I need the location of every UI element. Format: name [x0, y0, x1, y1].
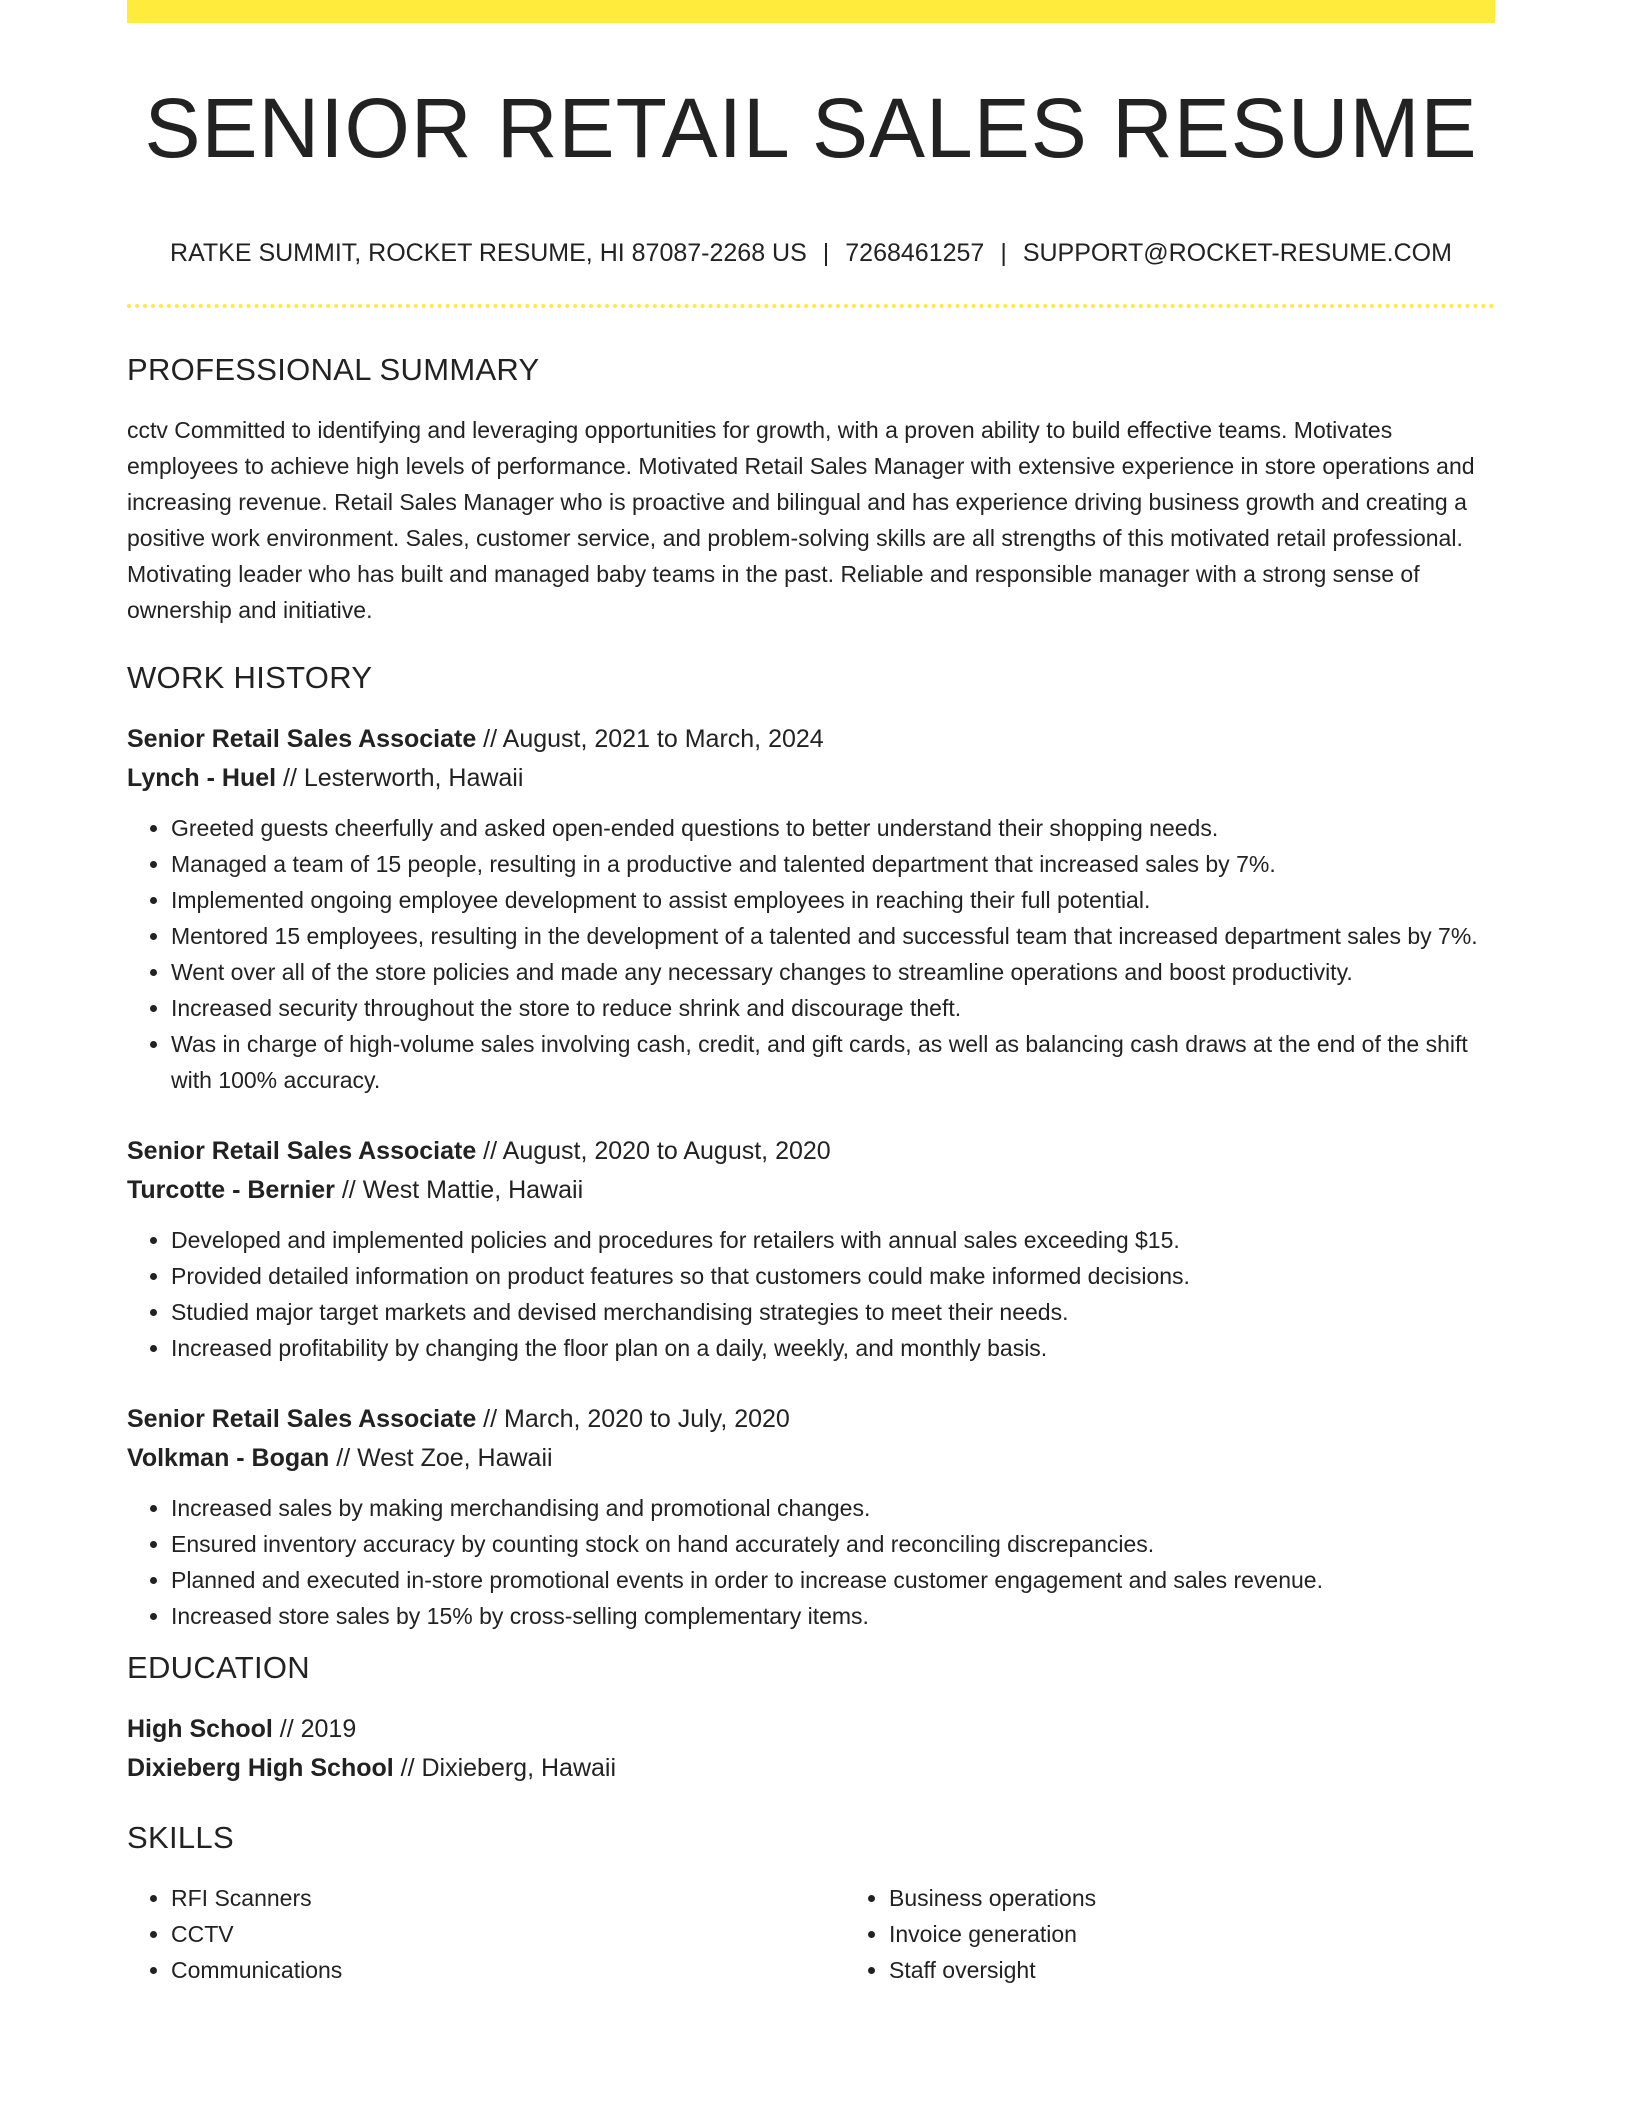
job-dates: // March, 2020 to July, 2020 [476, 1405, 790, 1433]
job-dates: // August, 2020 to August, 2020 [476, 1137, 831, 1165]
list-item: • Managed a team of 15 people, resulting in a productive and talented department that increased sales by 7%. [171, 846, 1495, 882]
section-heading: WORK HISTORY [127, 660, 373, 695]
job-title-line [127, 720, 1495, 759]
contact-separator: | [822, 239, 830, 267]
job-company-line [127, 1439, 1495, 1478]
job-title: Senior Retail Sales Associate [127, 1405, 477, 1433]
section-heading: EDUCATION [127, 1650, 310, 1685]
work-history-section [127, 658, 1495, 1634]
job-location: // West Zoe, Hawaii [329, 1444, 553, 1472]
section-heading: SKILLS [127, 1820, 234, 1855]
job-entry [127, 1400, 1495, 1634]
contact-phone: 7268461257 [845, 239, 985, 267]
list-item: • Went over all of the store policies and made any necessary changes to streamline operations and boost productivity. [171, 954, 1495, 990]
job-title-line [127, 1400, 1495, 1439]
list-item: • Greeted guests cheerfully and asked open-ended questions to better understand their shopping needs. [171, 810, 1495, 846]
list-item: • Increased sales by making merchandising and promotional changes. [171, 1490, 1495, 1526]
contact-address: RATKE SUMMIT, ROCKET RESUME, HI 87087-2268 US [170, 239, 807, 267]
list-item: • Business operations [889, 1880, 1563, 1916]
education-degree: High School [127, 1715, 273, 1743]
summary-section [127, 350, 1495, 628]
job-title: Senior Retail Sales Associate [127, 1137, 477, 1165]
job-title-line [127, 1132, 1495, 1171]
list-item: • Implemented ongoing employee development to assist employees in reaching their full potential. [171, 882, 1495, 918]
resume-title: SENIOR RETAIL SALES RESUME [144, 81, 1478, 175]
list-item: • Ensured inventory accuracy by counting stock on hand accurately and reconciling discrepancies. [171, 1526, 1495, 1562]
contact-line [127, 236, 1495, 270]
list-item: • Increased security throughout the store to reduce shrink and discourage theft. [171, 990, 1495, 1026]
list-item: • CCTV [171, 1916, 845, 1952]
list-item: • Was in charge of high-volume sales involving cash, credit, and gift cards, as well as balancing cash draws at the end of the shift with 100% accuracy. [171, 1026, 1495, 1098]
job-company: Volkman - Bogan [127, 1444, 330, 1472]
skills-list-left [127, 1880, 845, 1988]
skills-columns [127, 1880, 1495, 1988]
job-location: // Lesterworth, Hawaii [276, 764, 524, 792]
accent-bar [127, 0, 1495, 23]
list-item: • Staff oversight [889, 1952, 1563, 1988]
education-location: // Dixieberg, Hawaii [393, 1754, 617, 1782]
education-section [127, 1648, 1495, 1788]
dotted-divider [127, 304, 1495, 308]
section-heading: PROFESSIONAL SUMMARY [127, 352, 540, 387]
list-item: • Communications [171, 1952, 845, 1988]
job-company-line [127, 759, 1495, 798]
job-bullets [127, 810, 1495, 1098]
job-location: // West Mattie, Hawaii [334, 1176, 584, 1204]
job-title: Senior Retail Sales Associate [127, 725, 477, 753]
job-entry [127, 720, 1495, 1098]
contact-separator: | [1000, 239, 1007, 267]
list-item: • RFI Scanners [171, 1880, 845, 1916]
list-item: • Invoice generation [889, 1916, 1563, 1952]
job-entry [127, 1132, 1495, 1366]
list-item: • Mentored 15 employees, resulting in the development of a talented and successful team that increased department sales by 7%. [171, 918, 1495, 954]
summary-text: cctv Committed to identifying and leveraging opportunities for growth, with a proven ability to build effective teams. Motivates employees to achieve high levels of performance. Motivated Retail Sales Manager with extensive experience in store operations and increasing revenue. Retail Sales Manager who is proactive and bilingual and has experience driving business growth and creating a positive work environment. Sales, customer service, and problem-solving skills are all strengths of this motivated retail professional. Motivating leader who has built and managed baby teams in the past. Reliable and responsible manager with a strong sense of ownership and initiative. [127, 417, 1475, 623]
job-bullets [127, 1222, 1495, 1366]
job-bullets [127, 1490, 1495, 1634]
skills-list-right [845, 1880, 1563, 1988]
list-item: • Provided detailed information on product features so that customers could make informed decisions. [171, 1258, 1495, 1294]
contact-email: SUPPORT@ROCKET-RESUME.COM [1022, 239, 1452, 267]
job-company-line [127, 1171, 1495, 1210]
job-company: Turcotte - Bernier [127, 1176, 335, 1204]
list-item: • Increased profitability by changing the floor plan on a daily, weekly, and monthly basis. [171, 1330, 1495, 1366]
list-item: • Developed and implemented policies and procedures for retailers with annual sales exceeding $15. [171, 1222, 1495, 1258]
list-item: • Planned and executed in-store promotional events in order to increase customer engagement and sales revenue. [171, 1562, 1495, 1598]
job-dates: // August, 2021 to March, 2024 [476, 725, 824, 753]
skills-section [127, 1818, 1495, 1988]
education-degree-line [127, 1710, 1495, 1749]
list-item: • Studied major target markets and devised merchandising strategies to meet their needs. [171, 1294, 1495, 1330]
list-item: • Increased store sales by 15% by cross-selling complementary items. [171, 1598, 1495, 1634]
resume-content [127, 350, 1495, 1988]
education-school: Dixieberg High School [127, 1754, 394, 1782]
education-school-line [127, 1749, 1495, 1788]
education-year: // 2019 [272, 1715, 357, 1743]
job-company: Lynch - Huel [127, 764, 277, 792]
